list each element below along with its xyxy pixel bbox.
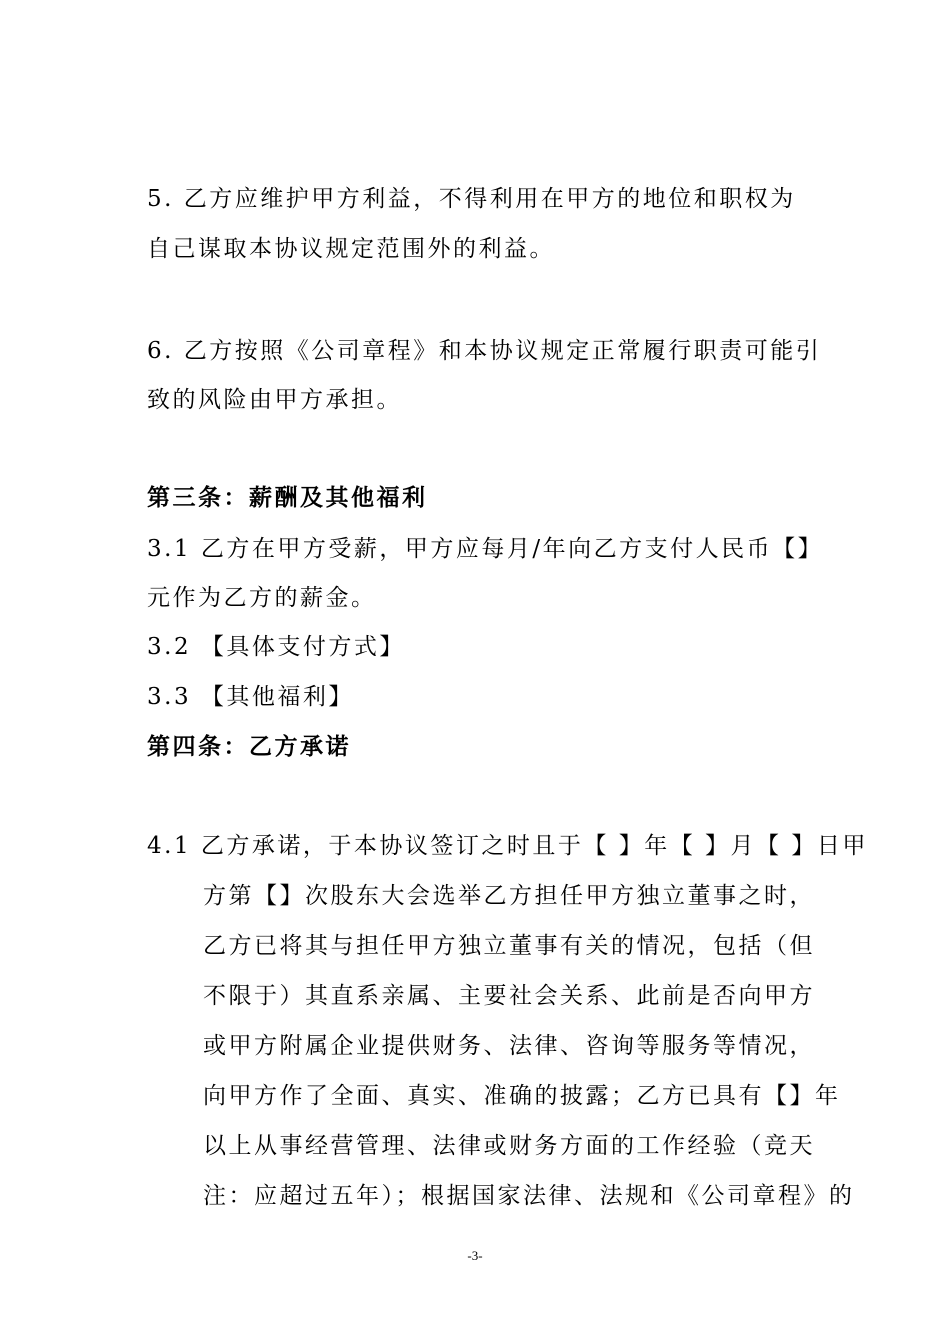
article-4-item-1-line-1: 4.1 乙方承诺，于本协议签订之时且于【 】年【 】月【 】日甲 bbox=[147, 833, 868, 859]
article-3-heading: 第三条：薪酬及其他福利 bbox=[147, 484, 428, 511]
clause-5-line-2: 自己谋取本协议规定范围外的利益。 bbox=[147, 236, 555, 262]
article-3-item-1-line-2: 元作为乙方的薪金。 bbox=[147, 585, 377, 611]
article-4-item-1-line-5: 或甲方附属企业提供财务、法律、咨询等服务等情况， bbox=[203, 1033, 815, 1059]
article-4-item-1-line-8: 注：应超过五年）；根据国家法律、法规和《公司章程》的 bbox=[203, 1183, 855, 1209]
article-4-item-1-line-2: 方第【】次股东大会选举乙方担任甲方独立董事之时， bbox=[203, 883, 815, 909]
article-3-item-1-line-1: 3.1 乙方在甲方受薪，甲方应每月/年向乙方支付人民币【】 bbox=[147, 536, 824, 562]
article-4-item-1-line-3: 乙方已将其与担任甲方独立董事有关的情况，包括（但 bbox=[203, 933, 815, 959]
article-4-item-1-line-6: 向甲方作了全面、真实、准确的披露；乙方已具有【】年 bbox=[203, 1083, 841, 1109]
article-4-heading: 第四条：乙方承诺 bbox=[147, 733, 351, 760]
article-4-item-1-line-4: 不限于）其直系亲属、主要社会关系、此前是否向甲方 bbox=[203, 983, 815, 1009]
clause-6-line-1: 6. 乙方按照《公司章程》和本协议规定正常履行职责可能引 bbox=[147, 338, 822, 364]
article-4-item-1-line-7: 以上从事经营管理、法律或财务方面的工作经验（竞天 bbox=[203, 1133, 815, 1159]
page-number: -3- bbox=[467, 1248, 483, 1263]
article-3-item-3: 3.3 【其他福利】 bbox=[147, 684, 354, 710]
clause-5-line-1: 5. 乙方应维护甲方利益，不得利用在甲方的地位和职权为 bbox=[147, 186, 796, 212]
clause-6-line-2: 致的风险由甲方承担。 bbox=[147, 387, 402, 413]
article-3-item-2: 3.2 【具体支付方式】 bbox=[147, 634, 405, 660]
